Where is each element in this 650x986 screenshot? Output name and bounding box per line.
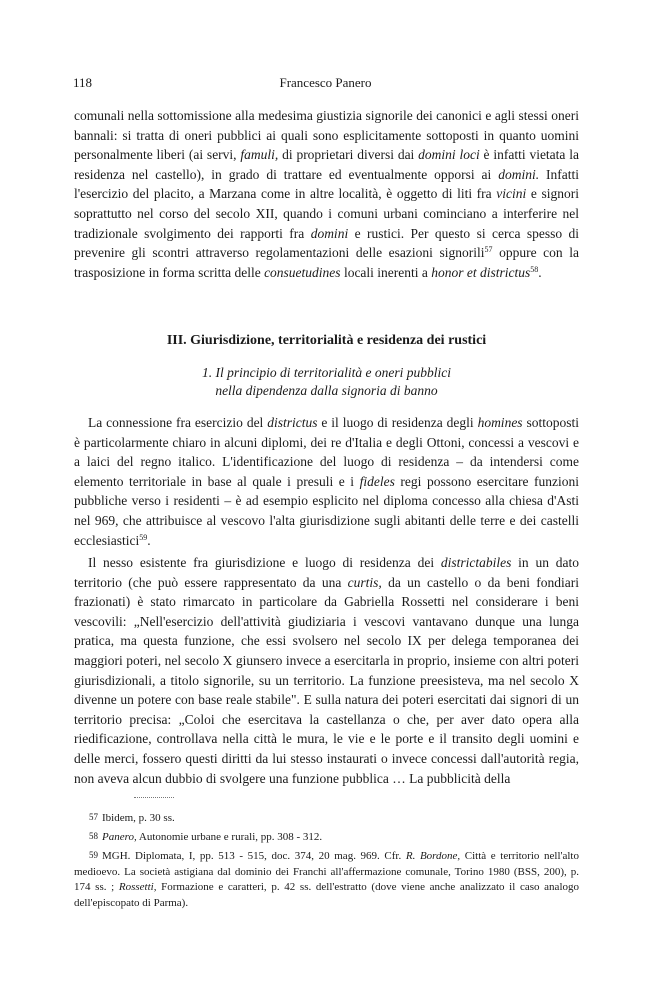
paragraph-2: La connessione fra esercizio del districtus e il luogo di residenza degli homines sottoposti è particolarmente chiaro in alcuni diplomi, dei re d'Italia e degli Ottoni, concessi a vescovi e a laici del regno italico. L'identificazione del luogo di residenza – da intendersi come elemento territoriale in base al quale i presuli e i fideles regi possono esercitare funzioni pubbliche verso i residenti – è ad esempio esplicito nel diploma concesso alla chiesa d'Asti nel 969, che attribuisce al vescovo l'alta giurisdizione sugli abitanti delle terre e dei castelli ecclesiastici$^{59}$. [74, 415, 579, 548]
footnote-57: 57 Ibidem, p. 30 ss. [89, 812, 175, 824]
paragraph-1: comunali nella sottomissione alla medesima giustizia signorile dei canonici e agli stessi oneri bannali: si tratta di oneri pubblici ai quali sono esplicitamente sottoposti in quanto uomini personalmente liberi (ai servi, famuli, di proprietari diversi dai domini loci è infatti vietata la residenza nel castello), in grado di trattare ed eventualmente opporsi ai domini. Infatti l'esercizio del placito, a Marzana come in altre località, è oggetto di liti fra vicini e signori soprattutto nel corso del secolo XII, quando i comuni urbani cominciano a interferire nel tradizionale svolgimento dei rapporti fra domini e rustici. Per questo si cerca spesso di prevenire gli scontri attraverso regolamentazioni delle esazioni signorili$^{57}$ oppure con la trasposizione in forma scritta delle consuetudines locali inerenti a honor et districtus$^{58}$. [74, 108, 579, 280]
footnote-ref-59: 59 [139, 532, 148, 542]
footnote-59: 59 MGH. Diplomata, I, pp. 513 - 515, doc. 374, 20 mag. 969. Cfr. R. Bordone, Città e territorio nell'alto medioevo. La società astigiana dal dominio dei Franchi all'affermazione comunale, Torino 1980 (BSS, 200), p. 174 ss. ; Rossetti, Formazione e caratteri, p. 42 ss. dell'estratto (dove viene anche analizzato il caso analogo dell'episcopato di Parma). [74, 850, 579, 909]
footnote-separator [134, 797, 174, 798]
subsection-heading: 1. Il principio di territorialità e oneri pubblici nella dipendenza dalla signoria di banno [202, 365, 451, 398]
page-number: 118 [73, 75, 93, 90]
section-heading: III. Giurisdizione, territorialità e residenza dei rustici [166, 333, 487, 348]
footnote-ref-58: 58 [530, 264, 539, 274]
running-head-author: Francesco Panero [279, 75, 372, 90]
running-header [73, 75, 578, 95]
footnote-58: 58 Panero, Autonomie urbane e rurali, pp. 308 - 312. [89, 831, 323, 843]
paragraph-3: Il nesso esistente fra giurisdizione e luogo di residenza dei districtabiles in un dato territorio (che può essere rappresentato da una curtis, da un castello o da beni fondiari frazionati) è stato rimarcato in particolare da Gabriella Rossetti nel considerare i beni vescovili: „Nell'esercizio dell'attività giudiziaria i vescovi vantavano dunque una lunga pratica, ma questa funzione, che essi svolsero nel secolo IX per delega temporanea dei maggiori poteri, nel secolo X giunsero invece a esercitarla in proprio, insieme con altri poteri giurisdizionali, a titolo signorile, su un territorio. La funzione preesisteva, ma nel secolo X divenne un potere con base reale stabile". E sulla natura dei poteri esercitati dai signori di un territorio precisa: „Coloi che esercitava la castellanza o che, per aver dato opera alla riedificazione, controllava nella città le mura, le vie e le porte e il transito degli uomini e delle merci, fossero questi diritti da lui stesso instaurati o invece concessi dall'autorità regia, non aveva alcun dubbio di svolgere una funzione pubblica … La pubblicità della [74, 555, 580, 786]
footnote-ref-57: 57 [484, 245, 493, 255]
